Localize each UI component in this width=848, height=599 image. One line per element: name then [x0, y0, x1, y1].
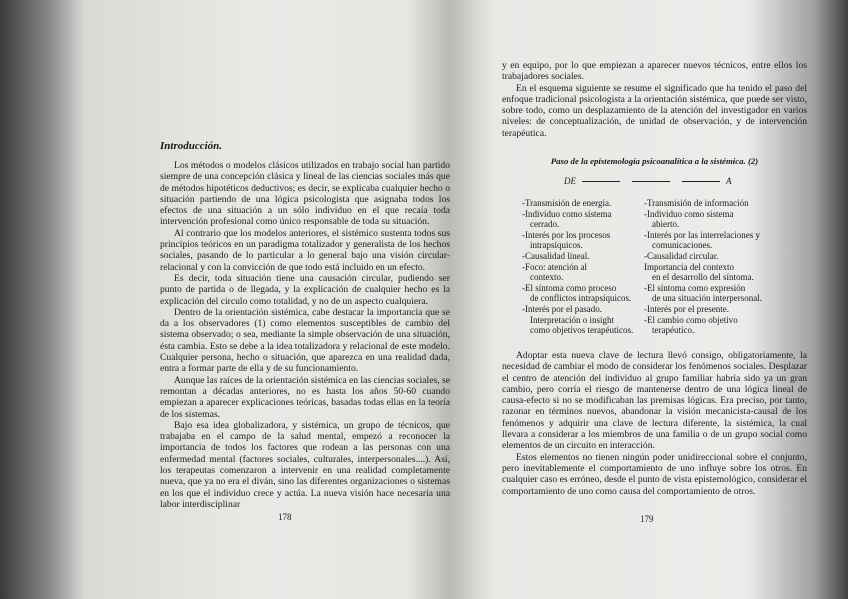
- scheme-item: -Causalidad circular.: [644, 250, 719, 261]
- paragraph: Estos elementos no tienen ningún poder unidireccional sobre el conjunto, pero inevitablemente el comportamiento de uno influye sobre los otros. En cualquier caso es erróneo, desde el punto de vista epistemológico, considerar el comportamiento de uno como causa del comportamiento de otros.: [502, 451, 807, 497]
- scheme-from-label: DE: [564, 176, 576, 186]
- paragraph: Al contrario que los modelos anteriores, el sistémico sustenta todos sus principios teóricos en un paradigma totalizador y generalista de los hechos sociales, pasando de lo particular a lo general bajo una visión circular-relacional y con la convicción de que todo está incluido en un efecto.: [160, 227, 450, 273]
- left-page-body: [160, 160, 450, 510]
- right-page: [462, 0, 832, 599]
- scheme-item: de una situación interpersonal.: [652, 293, 762, 304]
- scheme-item: -El síntoma como proceso: [522, 282, 617, 293]
- paragraph: Los métodos o modelos clásicos utilizados en trabajo social han partido siempre de una concepción clásica y lineal de las ciencias sociales más que de métodos hipotéticos deductivos; es decir, se explicaba cualquier hecho o situación partiendo de una lógica psicologista que asignaba todos los efectos de una situación a un sólo individuo en el que recaía toda intervención profesional como único responsable de toda su situación.: [160, 160, 450, 228]
- right-page-body: [502, 350, 807, 497]
- scheme-item: -Interés por los procesos: [522, 229, 611, 240]
- scheme-item: -Causalidad lineal.: [522, 250, 590, 261]
- scheme-item: -Interés por las interrelaciones y: [644, 229, 760, 240]
- scheme-item: contexto.: [530, 272, 564, 283]
- scheme-item: abierto.: [652, 219, 680, 230]
- scheme-left-column: [522, 198, 633, 336]
- scheme-item: -Interés por el presente.: [644, 303, 729, 314]
- paragraph: Bajo esa idea globalizadora, y sistémica, un grupo de técnicos, que trabajaba en el campo de la salud mental, empezó a reconocer la importancia de todos los factores que rodean a las personas con una enfermedad mental (factores sociales, culturales, interpersonales....). Así, los terapeutas comenzaron a intervenir en una realidad completamente nueva, que ya no era el diván, sino las diferentes organizaciones o sistemas en los que el individuo crece y actúa. La nueva visión hace necesaria una labor interdisciplinar: [160, 419, 450, 510]
- right-page-intro: [502, 60, 807, 139]
- scheme-arrow-row: [564, 176, 732, 186]
- scheme-item: comunicaciones.: [652, 240, 713, 251]
- scheme-item: Importancia del contexto: [644, 261, 734, 272]
- scheme-title: Paso de la epistemología psicoanalítica a la sistémica. (2): [550, 156, 759, 166]
- scheme-item: cerrado.: [530, 219, 560, 230]
- scheme-item: -El cambio como objetivo: [644, 314, 738, 325]
- scheme-item: -El síntoma como expresión: [644, 282, 746, 293]
- page-number: 179: [640, 514, 654, 524]
- scheme-item: -Transmisión de información: [644, 198, 749, 208]
- scheme-item: terapéutico.: [652, 325, 695, 336]
- paragraph: En el esquema siguiente se resume el significado que ha tenido el paso del enfoque tradicional psicologista a la orientación sistémica, que puede ser visto, sobre todo, como un desplazamiento de la atención del investigador en varios niveles: de conceptualización, de unidad de observación, y de intervención terapéutica.: [502, 82, 807, 139]
- scheme-to-label: A: [726, 176, 732, 186]
- paragraph: Dentro de la orientación sistémica, cabe destacar la importancia que se da a los observadores (1) como elementos susceptibles de cambio del sistema observado; o sea, mediante la simple observación de una situación, ésta cambia. Esto se debe a la idea totalizadora y relacional de este modelo. Cualquier persona, hecho o situación, que aparezca en una realidad dada, entra a formar parte de ella y de su funcionamiento.: [160, 306, 450, 375]
- scheme-item: -Foco: atención al: [522, 261, 587, 272]
- scheme-item: en el desarrollo del síntoma.: [652, 272, 754, 283]
- paragraph: Adoptar esta nueva clave de lectura llevó consigo, obligatoriamente, la necesidad de cambiar el modo de considerar los fenómenos sociales. Desplazar el centro de atención del individuo al grupo familiar habría sido ya un gran cambio, pero corría el riesgo de mantenerse dentro de una lógica lineal de causa-efecto si no se modificaban las premisas lógicas. Era preciso, por tanto, razonar en términos nuevos, abandonar la visión mecanicista-causal de los fenómenos y adquirir una clave de lectura diferente, la sistémica, la cual llevara a considerar a los miembros de una familia o de un grupo social como elementos de un circuito en interacción.: [502, 350, 807, 452]
- scheme-item: Interpretación o insight: [530, 314, 614, 325]
- paragraph: y en equipo, por lo que empiezan a aparecer nuevos técnicos, entre ellos los trabajadores sociales.: [502, 60, 807, 83]
- scheme-item: -Interés por el pasado.: [522, 303, 602, 314]
- left-page: [60, 0, 460, 599]
- scheme-item: como objetivos terapéuticos.: [530, 325, 634, 336]
- scheme-right-column: [644, 198, 762, 336]
- page-number: 178: [278, 512, 292, 522]
- scheme-item: -Individuo como sistema: [644, 208, 734, 219]
- scheme-item: intrapsíquicos.: [530, 240, 583, 251]
- scheme-item: -Transmisión de energía.: [522, 198, 612, 208]
- section-heading: Introducción.: [160, 140, 223, 152]
- scheme-item: -Individuo como sistema: [522, 208, 612, 219]
- scheme-item: de conflictos intrapsíquicos.: [530, 293, 632, 304]
- paragraph: Aunque las raíces de la orientación sistémica en las ciencias sociales, se remontan a décadas anteriores, no es hasta los años 50-60 cuando empiezan a aparecer explicaciones teóricas, basadas todas ellas en la teoría de los sistemas.: [160, 374, 450, 420]
- paragraph: Es decir, toda situación tiene una causación circular, pudiendo ser punto de partida o de llegada, y la explicación de cualquier hecho es la explicación del círculo como totalidad, y no de un aspecto cualquiera.: [160, 272, 450, 307]
- arrow-line: [682, 181, 720, 182]
- arrow-line: [632, 181, 670, 182]
- arrow-line: [582, 181, 620, 182]
